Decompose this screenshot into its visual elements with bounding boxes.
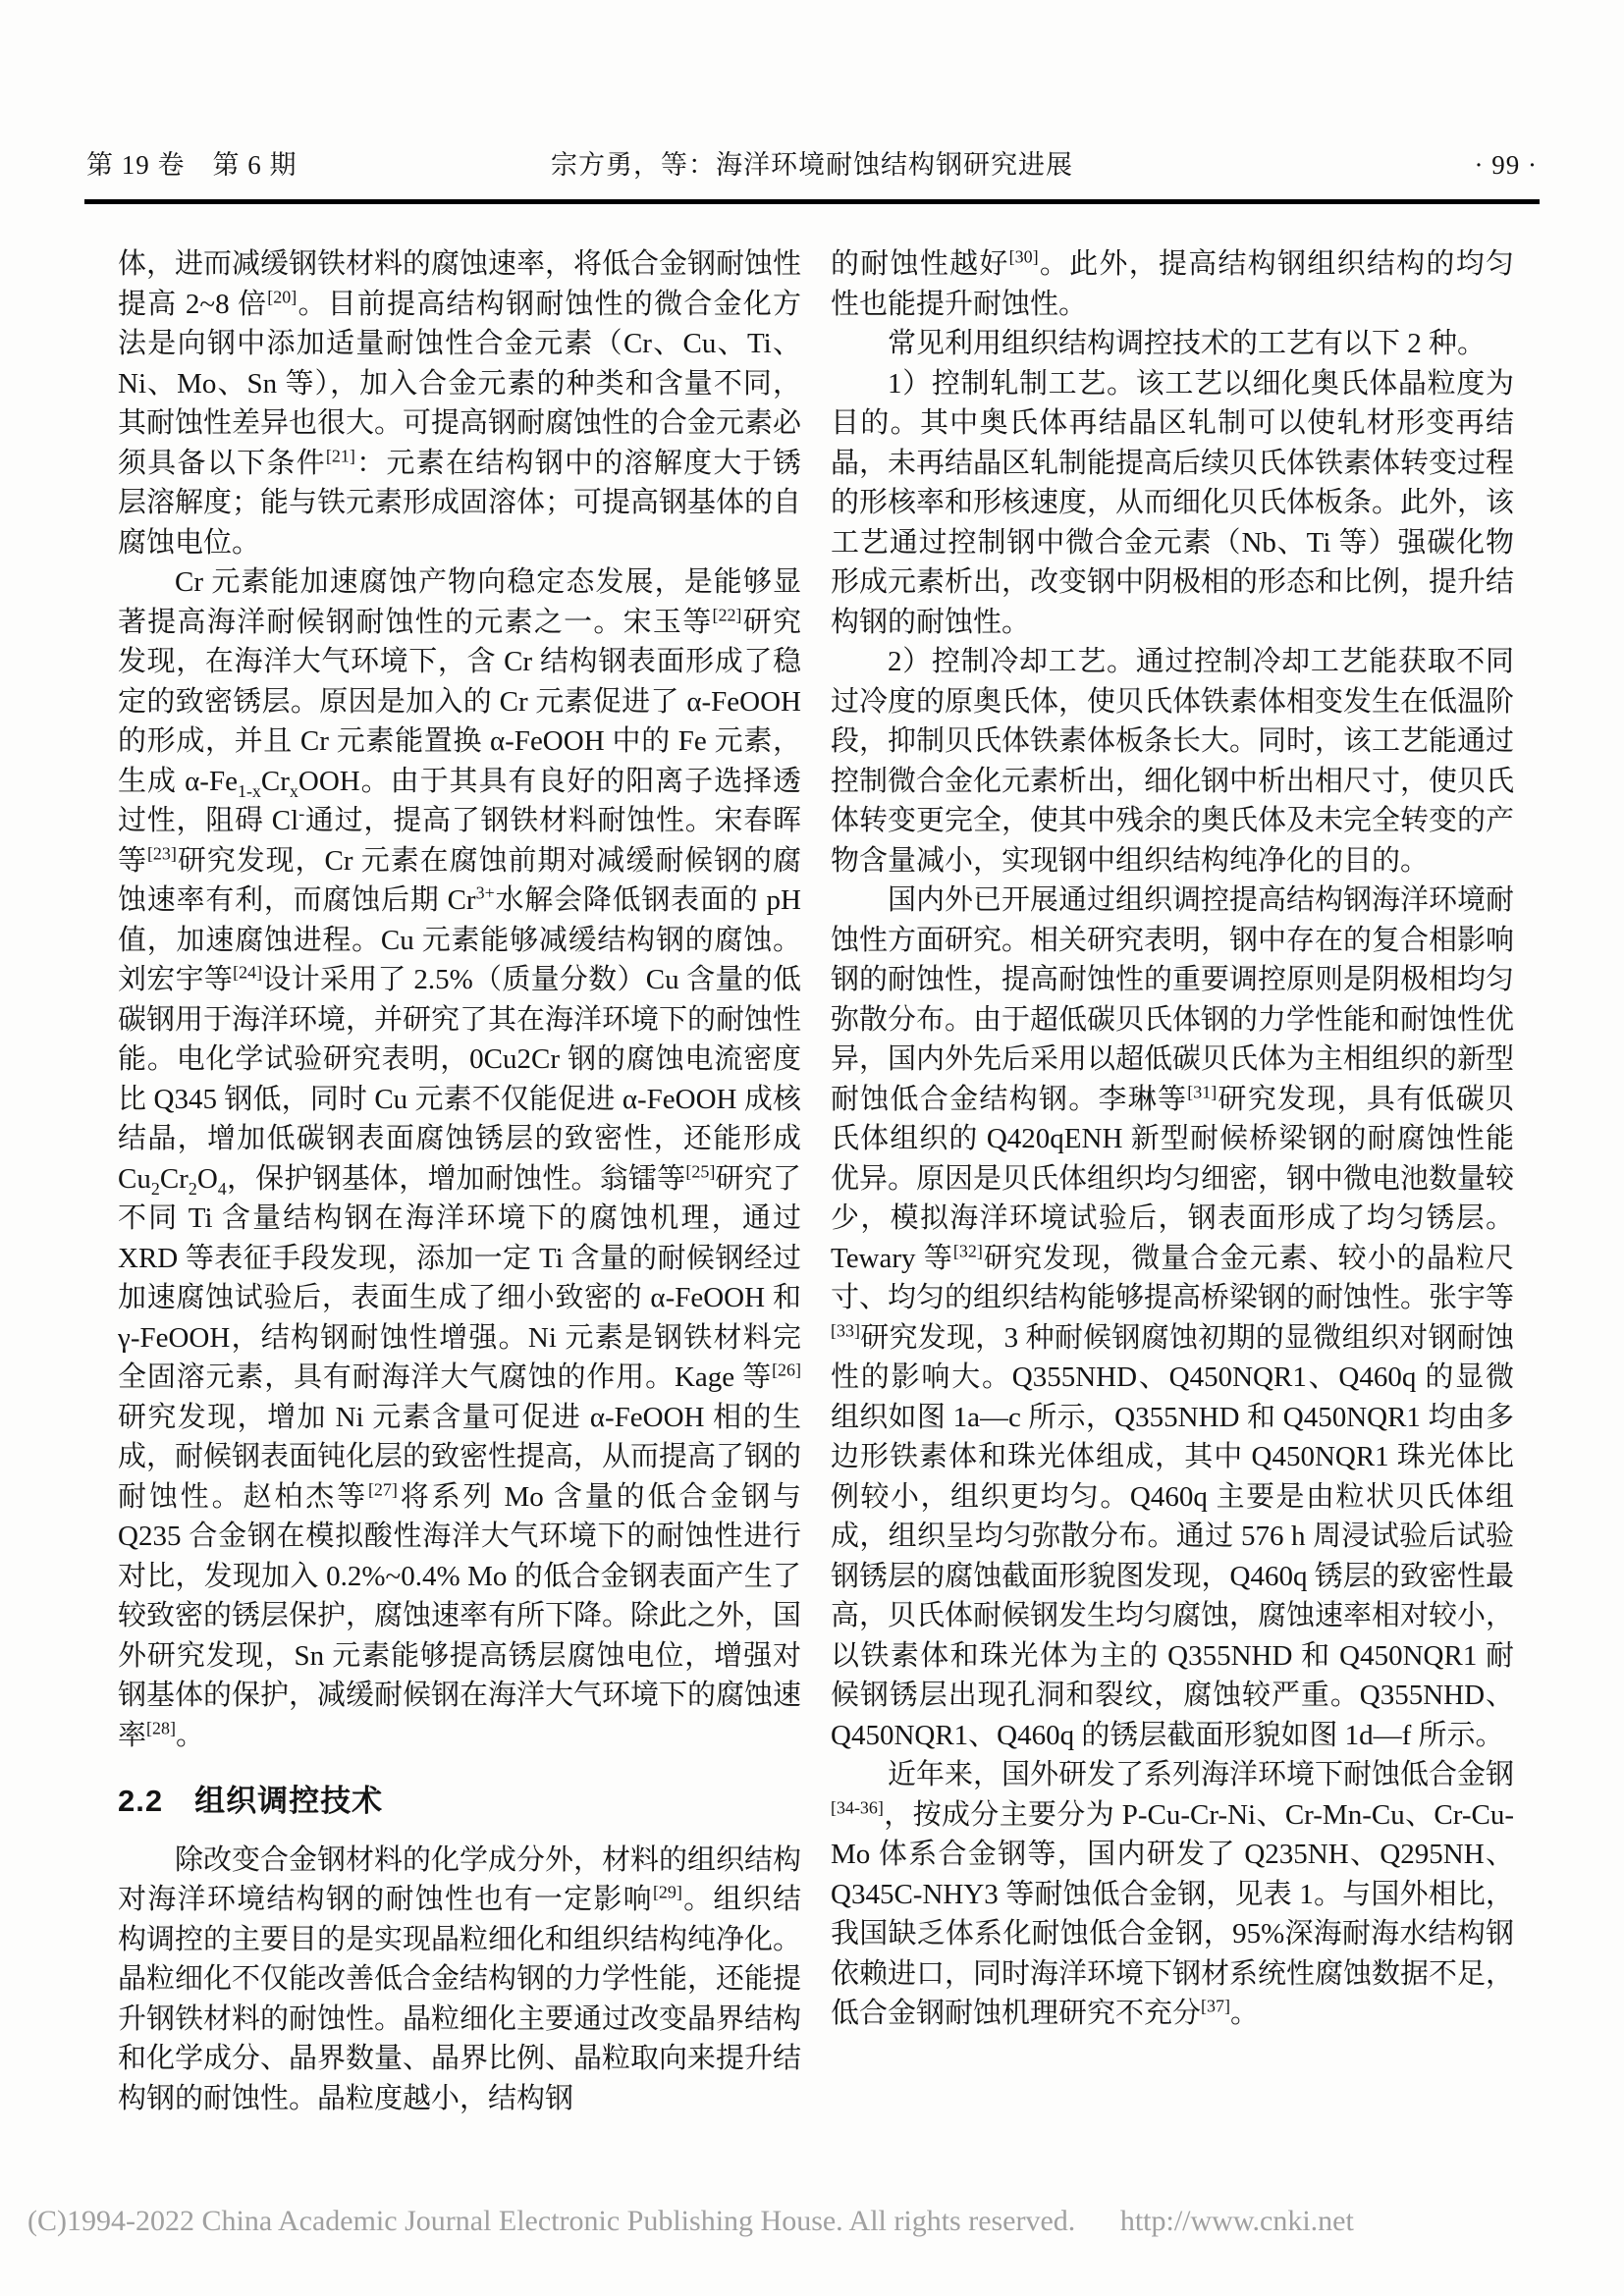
paragraph: 的耐蚀性越好[30]。此外，提高结构钢组织结构的均匀性也能提升耐蚀性。: [831, 246, 1514, 320]
footer-url: http://www.cnki.net: [1119, 2205, 1354, 2237]
article-body: [118, 244, 1514, 2118]
paragraph: 国内外已开展通过组织调控提高结构钢海洋环境耐蚀性方面研究。相关研究表明，钢中存在的复合相影响钢的耐蚀性，提高耐蚀性的重要调控原则是阴极相均匀弥散分布。由于超低碳贝氏体钢的力学性能和耐蚀性优异，国内外先后采用以超低碳贝氏体为主相组织的新型耐蚀低合金结构钢。李琳等[31]研究发现，具有低碳贝氏体组织的 Q420qENH 新型耐候桥梁钢的耐腐蚀性能优异。原因是贝氏体组织均匀细密，钢中微电池数量较少，模拟海洋环境试验后，钢表面形成了均匀锈层。Tewary 等[32]研究发现，微量合金元素、较小的晶粒尺寸、均匀的组织结构能够提高桥梁钢的耐蚀性。张宇等[33]研究发现，3 种耐候钢腐蚀初期的显微组织对钢耐蚀性的影响大。Q355NHD、Q450NQR1、Q460q 的显微组织如图 1a—c 所示，Q355NHD 和 Q450NQR1 均由多边形铁素体和珠光体组成，其中 Q450NQR1 珠光体比例较小，组织更均匀。Q460q 主要是由粒状贝氏体组成，组织呈均匀弥散分布。通过 576 h 周浸试验后试验钢锈层的腐蚀截面形貌图发现，Q460q 锈层的致密性最高，贝氏体耐候钢发生均匀腐蚀，腐蚀速率相对较小，以铁素体和珠光体为主的 Q355NHD 和 Q450NQR1 耐候钢锈层出现孔洞和裂纹，腐蚀较严重。Q355NHD、Q450NQR1、Q460q 的锈层截面形貌如图 1d—f 所示。: [831, 884, 1515, 1751]
paragraph: 近年来，国外研发了系列海洋环境下耐蚀低合金钢[34-36]，按成分主要分为 P-Cu-Cr-Ni、Cr-Mn-Cu、Cr-Cu-Mo 体系合金钢等，国内研发了 Q235NH、Q295NH、Q345C-NHY3 等耐蚀低合金钢，见表 1。与国外相比，我国缺乏体系化耐蚀低合金钢，95%深海耐海水结构钢依赖进口，同时海洋环境下钢材系统性腐蚀数据不足，低合金钢耐蚀机理研究不充分[37]。: [831, 1759, 1515, 2029]
page-header: [86, 143, 1538, 182]
header-rule-divider: [84, 199, 1540, 204]
footer-copyright: (C)1994-2022 China Academic Journal Electronic Publishing House. All rights reserved.: [27, 2205, 1076, 2237]
paragraph: 2）控制冷却工艺。通过控制冷却工艺能获取不同过冷度的原奥氏体，使贝氏体铁素体相变发生在低温阶段，抑制贝氏体铁素体板条长大。同时，该工艺能通过控制微合金化元素析出，细化钢中析出相尺寸，使贝氏体转变更完全，使其中残余的奥氏体及未完全转变的产物含量减小，实现钢中组织结构纯净化的目的。: [831, 646, 1515, 877]
paragraph: 体，进而减缓钢铁材料的腐蚀速率，将低合金钢耐蚀性提高 2~8 倍[20]。目前提高结构钢耐蚀性的微合金化方法是向钢中添加适量耐蚀性合金元素（Cr、Cu、Ti、Ni、Mo、Sn 等），加入合金元素的种类和含量不同，其耐蚀性差异也很大。可提高钢耐腐蚀性的合金元素必须具备以下条件[21]：元素在结构钢中的溶解度大于锈层溶解度；能与铁元素形成固溶体；可提高钢基体的自腐蚀电位。: [118, 248, 802, 559]
section-heading: 2.2 组织调控技术: [118, 1784, 384, 1818]
header-page-number: · 99 ·: [1474, 150, 1538, 180]
paragraph: Cr 元素能加速腐蚀产物向稳定态发展，是能够显著提高海洋耐候钢耐蚀性的元素之一。宋玉等[22]研究发现，在海洋大气环境下，含 Cr 结构钢表面形成了稳定的致密锈层。原因是加入的 Cr 元素促进了 α-FeOOH 的形成，并且 Cr 元素能置换 α-FeOOH 中的 Fe 元素，生成 $\alpha-Fe_{1-x}Cr_xOOH$。由于其具有良好的阳离子选择透过性，阻碍 Cl-通过，提高了钢铁材料耐蚀性。宋春晖等[23]研究发现，Cr 元素在腐蚀前期对减缓耐候钢的腐蚀速率有利，而腐蚀后期 $Cr^{3+}$水解会降低钢表面的 pH 值，加速腐蚀进程。Cu 元素能够减缓结构钢的腐蚀。刘宏宇等[24]设计采用了 2.5%（质量分数）Cu 含量的低碳钢用于海洋环境，并研究了其在海洋环境下的耐蚀性能。电化学试验研究表明，0Cu2Cr 钢的腐蚀电流密度比 Q345 钢低，同时 Cu 元素不仅能促进 α-FeOOH 成核结晶，增加低碳钢表面腐蚀锈层的致密性，还能形成 $Cu_2Cr_2O_4$，保护钢基体，增加耐蚀性。翁镭等[25]研究了不同 Ti 含量结构钢在海洋环境下的腐蚀机理，通过 XRD 等表征手段发现，添加一定 Ti 含量的耐候钢经过加速腐蚀试验后，表面生成了细小致密的 α-FeOOH 和 γ-FeOOH，结构钢耐蚀性增强。Ni 元素是钢铁材料完全固溶元素，具有耐海洋大气腐蚀的作用。Kage 等[26]研究发现，增加 Ni 元素含量可促进 α-FeOOH 相的生成，耐候钢表面钝化层的致密性提高，从而提高了钢的耐蚀性。赵柏杰等[27]将系列 Mo 含量的低合金钢与 Q235 合金钢在模拟酸性海洋大气环境下的耐蚀性进行对比，发现加入 0.2%~0.4% Mo 的低合金钢表面产生了较致密的锈层保护，腐蚀速率有所下降。除此之外，国外研究发现，Sn 元素能够提高锈层腐蚀电位，增强对钢基体的保护，减缓耐候钢在海洋大气环境下的腐蚀速率[28]。: [118, 566, 802, 1751]
paragraph: 除改变合金钢材料的化学成分外，材料的组织结构对海洋环境结构钢的耐蚀性也有一定影响[29]。组织结构调控的主要目的是实现晶粒细化和组织结构纯净化。晶粒细化不仅能改善低合金结构钢的力学性能，还能提升钢铁材料的耐蚀性。晶粒细化主要通过改变晶界结构和化学成分、晶界数量、晶界比例、晶粒取向来提升结构钢的耐蚀性。晶粒度越小，结构钢: [118, 1843, 802, 2114]
text-column-right: [831, 244, 1514, 2118]
paragraph: 1）控制轧制工艺。该工艺以细化奥氏体晶粒度为目的。其中奥氏体再结晶区轧制可以使轧材形变再结晶，未再结晶区轧制能提高后续贝氏体铁素体转变过程的形核率和形核速度，从而细化贝氏体板条。此外，该工艺通过控制钢中微合金元素（Nb、Ti 等）强碳化物形成元素析出，改变钢中阴极相的形态和比例，提升结构钢的耐蚀性。: [831, 367, 1515, 638]
header-running-title: 宗方勇，等：海洋环境耐蚀结构钢研究进展: [551, 150, 1073, 180]
paragraph: 常见利用组织结构调控技术的工艺有以下 2 种。: [888, 328, 1487, 359]
header-issue: 第 19 卷 第 6 期: [86, 150, 298, 180]
text-column-left: [118, 244, 801, 2118]
page-footer: [27, 2205, 1597, 2238]
